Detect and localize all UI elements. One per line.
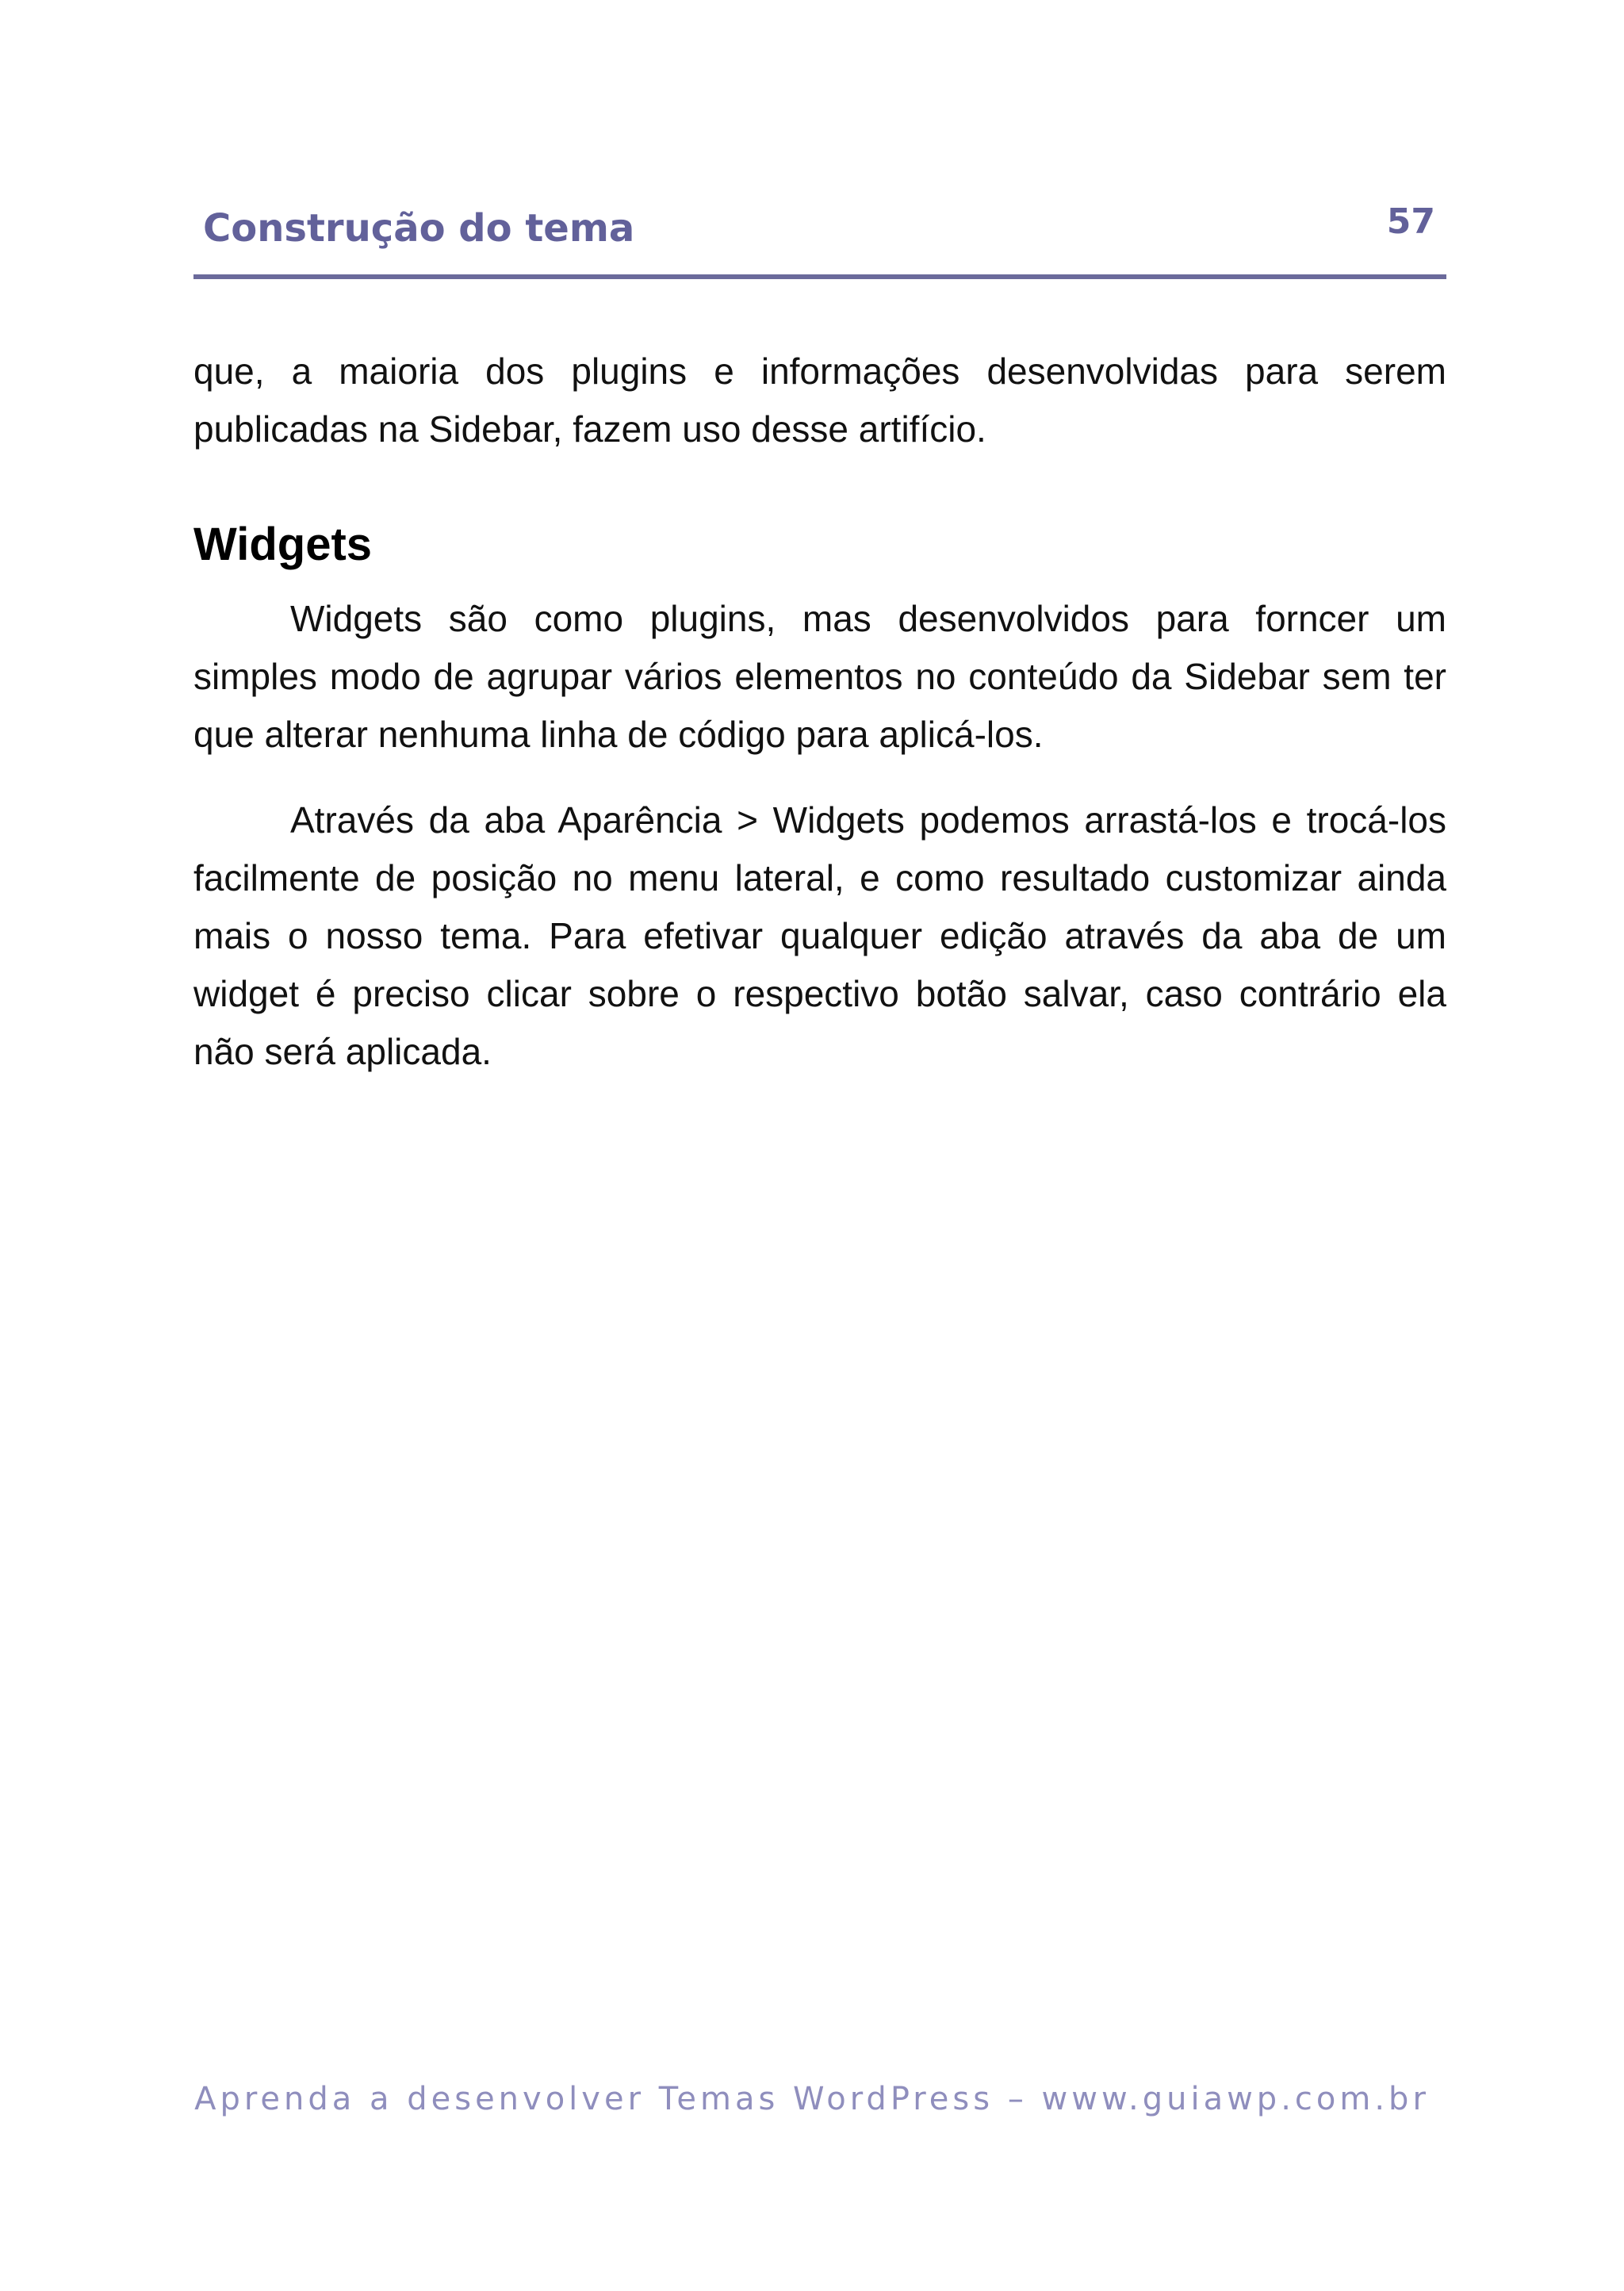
page-number: 57 [1386,201,1435,242]
body-paragraph: Através da aba Aparência > Widgets podemos arrastá-los e trocá-los facilmente de posição no menu lateral, e como resultado customizar ainda mais o nosso tema. Para efetivar qualquer edição através da aba de um widget é preciso clicar sobre o respectivo botão salvar, caso contrário ela não será aplicada. [193,799,1446,1072]
chapter-title: Construção do tema [203,206,635,251]
section-heading: Widgets [193,519,373,570]
page-header [193,190,1446,279]
body-paragraph: Widgets são como plugins, mas desenvolvidos para forncer um simples modo de agrupar vários elementos no conteúdo da Sidebar sem ter que alterar nenhuma linha de código para aplicá-los. [193,598,1446,755]
page-footer: Aprenda a desenvolver Temas WordPress – www.guiawp.com.br [194,2081,1430,2117]
page-content [193,343,1446,1081]
intro-paragraph: que, a maioria dos plugins e informações desenvolvidas para serem publicadas na Sidebar, fazem uso desse artifício. [193,351,1446,450]
